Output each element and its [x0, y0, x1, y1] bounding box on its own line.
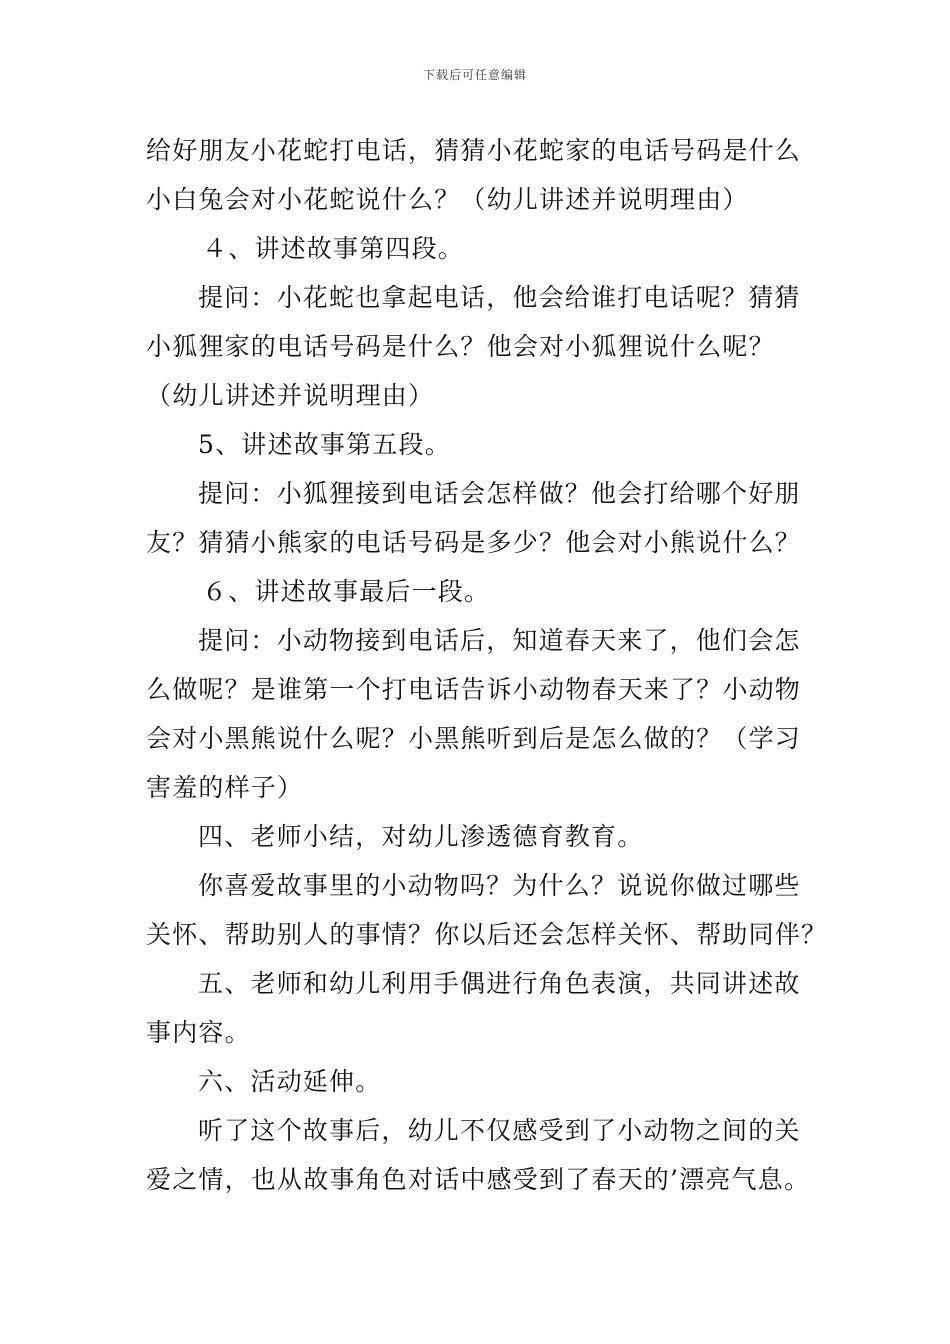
- text-line-8: 提问：小狐狸接到电话会怎样做？他会打给哪个好朋: [198, 479, 801, 508]
- text-line-19: 事内容。: [146, 1018, 251, 1047]
- text-line-21: 听了这个故事后，幼儿不仅感受到了小动物之间的关: [198, 1116, 801, 1145]
- text-line-10: ６、讲述故事最后一段。: [202, 577, 491, 606]
- text-line-11: 提问：小动物接到电话后，知道春天来了，他们会怎: [198, 626, 801, 655]
- page-header: 下载后可任意编辑: [422, 68, 527, 82]
- text-line-18: 五、老师和幼儿利用手偶进行角色表演，共同讲述故: [198, 969, 801, 998]
- text-line-15: 四、老师小结，对幼儿渗透德育教育。: [198, 822, 644, 851]
- text-line-5: 小狐狸家的电话号码是什么？他会对小狐狸说什么呢？: [146, 332, 775, 361]
- text-line-9: 友？猜猜小熊家的电话号码是多少？他会对小熊说什么？: [146, 528, 802, 557]
- text-line-4: 提问：小花蛇也拿起电话，他会给谁打电话呢？猜猜: [198, 283, 801, 312]
- text-line-22: 爱之情，也从故事角色对话中感受到了春天的’漂亮气息。: [146, 1165, 811, 1194]
- text-line-14: 害羞的样子）: [146, 773, 304, 802]
- text-line-20: 六、活动延伸。: [198, 1067, 382, 1096]
- text-line-3: ４、讲述故事第四段。: [202, 234, 465, 263]
- text-line-1: 给好朋友小花蛇打电话，猜猜小花蛇家的电话号码是什么: [146, 136, 802, 165]
- text-line-7: 5、讲述故事第五段。: [198, 430, 451, 459]
- text-line-2: 小白兔会对小花蛇说什么？（幼儿讲述并说明理由）: [146, 185, 749, 214]
- text-line-13: 会对小黑熊说什么呢？小黑熊听到后是怎么做的？（学习: [146, 724, 802, 753]
- document-body: [146, 126, 836, 1204]
- text-line-16: 你喜爱故事里的小动物吗？为什么？说说你做过哪些: [198, 871, 801, 900]
- text-line-17: 关怀、帮助别人的事情？你以后还会怎样关怀、帮助同伴？: [146, 920, 828, 949]
- text-line-12: 么做呢？是谁第一个打电话告诉小动物春天来了？小动物: [146, 675, 802, 704]
- text-line-6: （幼儿讲述并说明理由）: [146, 381, 435, 410]
